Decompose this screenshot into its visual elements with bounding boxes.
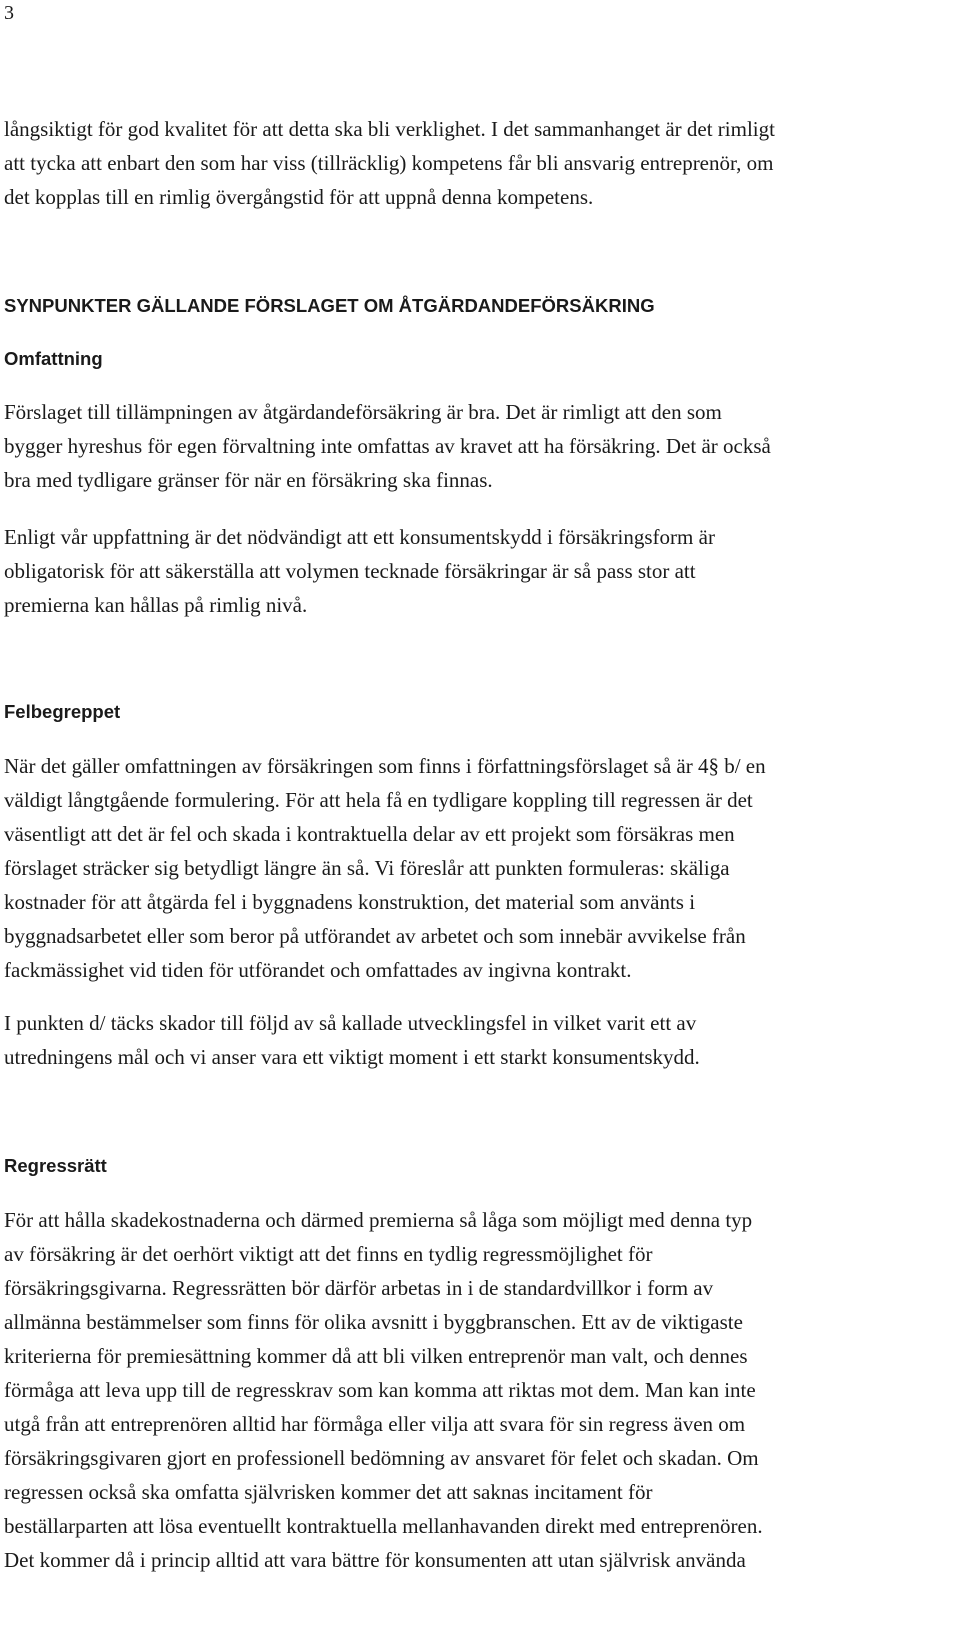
paragraph-line: Förslaget till tillämpningen av åtgärdandeförsäkring är bra. Det är rimligt att den som: [4, 400, 722, 424]
page-number: 3: [4, 2, 14, 24]
paragraph-line: försäkringsgivarna. Regressrätten bör därför arbetas in i de standardvillkor i form av: [4, 1276, 714, 1300]
paragraph-line: regressen också ska omfatta självrisken kommer det att saknas incitament för: [4, 1480, 653, 1504]
paragraph-line: För att hålla skadekostnaderna och därmed premierna så låga som möjligt med denna typ: [4, 1208, 753, 1232]
heading-omfattning: Omfattning: [4, 348, 103, 369]
paragraph-line: I punkten d/ täcks skador till följd av så kallade utvecklingsfel in vilket varit ett av: [4, 1011, 697, 1035]
paragraph-line: När det gäller omfattningen av försäkringen som finns i författningsförslaget så är 4§ b/ en: [4, 754, 766, 778]
paragraph-line: byggnadsarbetet eller som beror på utförandet av arbetet och som innebär avvikelse från: [4, 924, 746, 948]
paragraph-line: förslaget sträcker sig betydligt längre än så. Vi föreslår att punkten formuleras: skäliga: [4, 856, 730, 880]
paragraph-line: försäkringsgivaren gjort en professionell bedömning av ansvaret för felet och skadan. Om: [4, 1446, 759, 1470]
paragraph-line: Det kommer då i princip alltid att vara bättre för konsumenten att utan självrisk använda: [4, 1548, 746, 1572]
section-title: SYNPUNKTER GÄLLANDE FÖRSLAGET OM ÅTGÄRDANDEFÖRSÄKRING: [4, 295, 655, 316]
paragraph-line: väldigt långtgående formulering. För att hela få en tydligare koppling till regressen är det: [4, 788, 753, 812]
heading-regressratt: Regressrätt: [4, 1155, 107, 1176]
paragraph-line: av försäkring är det oerhört viktigt att det finns en tydlig regressmöjlighet för: [4, 1242, 653, 1266]
paragraph-line: bygger hyreshus för egen förvaltning inte omfattas av kravet att ha försäkring. Det är också: [4, 434, 771, 458]
intro-line: det kopplas till en rimlig övergångstid för att uppnå denna kompetens.: [4, 185, 594, 209]
paragraph-line: Enligt vår uppfattning är det nödvändigt att ett konsumentskydd i försäkringsform är: [4, 525, 715, 549]
paragraph-line: allmänna bestämmelser som finns för olika avsnitt i byggbranschen. Ett av de viktigaste: [4, 1310, 743, 1334]
paragraph-line: utredningens mål och vi anser vara ett viktigt moment i ett starkt konsumentskydd.: [4, 1045, 700, 1069]
paragraph-line: fackmässighet vid tiden för utförandet och omfattades av ingivna kontrakt.: [4, 958, 632, 982]
paragraph-line: kriterierna för premiesättning kommer då att bli vilken entreprenör man valt, och dennes: [4, 1344, 748, 1368]
paragraph-line: bra med tydligare gränser för när en försäkring ska finnas.: [4, 468, 493, 492]
intro-line: långsiktigt för god kvalitet för att detta ska bli verklighet. I det sammanhanget är det rimligt: [4, 117, 775, 141]
heading-felbegreppet: Felbegreppet: [4, 701, 121, 722]
paragraph-line: obligatorisk för att säkerställa att volymen tecknade försäkringar är så pass stor att: [4, 559, 696, 583]
paragraph-line: utgå från att entreprenören alltid har förmåga eller vilja att svara för sin regress även om: [4, 1412, 746, 1436]
paragraph-line: premierna kan hållas på rimlig nivå.: [4, 593, 308, 617]
paragraph-line: beställarparten att lösa eventuellt kontraktuella mellanhavanden direkt med entreprenören.: [4, 1514, 763, 1538]
intro-line: att tycka att enbart den som har viss (tillräcklig) kompetens får bli ansvarig entreprenör, om: [4, 151, 774, 175]
paragraph-line: väsentligt att det är fel och skada i kontraktuella delar av ett projekt som försäkras men: [4, 822, 735, 846]
paragraph-line: förmåga att leva upp till de regresskrav som kan komma att riktas mot dem. Man kan inte: [4, 1378, 756, 1402]
paragraph-line: kostnader för att åtgärda fel i byggnadens konstruktion, det material som använts i: [4, 890, 696, 914]
